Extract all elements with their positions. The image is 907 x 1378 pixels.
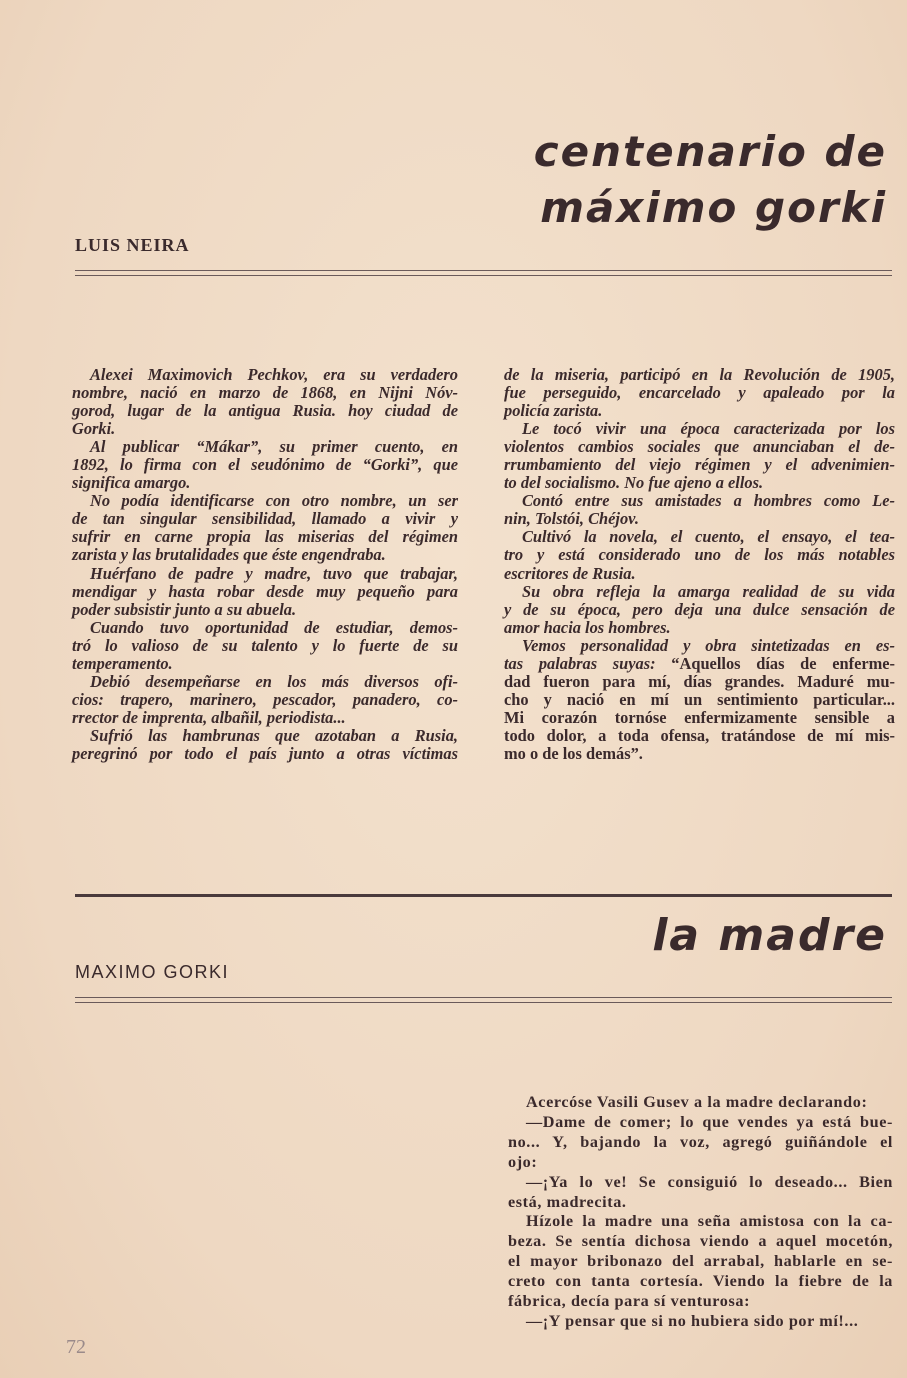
text-line [504, 366, 895, 384]
text-segment: poder subsistir junto a su abuela. [72, 599, 297, 619]
text-line [508, 1153, 893, 1173]
text-segment: zarista y las brutalidades que éste engendraba. [72, 545, 386, 565]
text-segment: está, madrecita. [508, 1192, 627, 1211]
text-segment: de la miseria, participó en la Revolución de 1905, [504, 365, 895, 384]
text-segment: rrector de imprenta, albañil, periodista... [72, 707, 346, 727]
text-segment: 1892, lo firma con el seudónimo de “Gorki”, que [72, 455, 458, 475]
text-line [72, 528, 458, 546]
text-segment: creto con tanta cortesía. Viendo la fiebre de la [508, 1272, 893, 1291]
story-author: MAXIMO GORKI [75, 962, 230, 982]
text-line [72, 456, 458, 474]
text-line [508, 1212, 893, 1232]
text-line [504, 583, 895, 601]
text-line [504, 474, 895, 492]
text-line [504, 528, 895, 546]
text-segment: tro y está considerado uno de los más notables [504, 545, 895, 565]
text-segment: rrumbamiento del viejo régimen y el advenimien- [504, 455, 895, 475]
quote-segment: Mi corazón tornóse enfermizamente sensible a [504, 707, 895, 727]
text-segment: de tan singular sensibilidad, llamado a vivir y [72, 509, 458, 529]
text-segment: Le tocó vivir una época caracterizada por los [522, 419, 895, 439]
text-line [508, 1193, 893, 1213]
text-line [72, 691, 458, 709]
text-line [504, 438, 895, 456]
divider [75, 270, 892, 276]
text-segment: fue perseguido, encarcelado y apaleado por la [504, 383, 895, 403]
text-segment: cios: trapero, marinero, pescador, panadero, co- [72, 689, 458, 709]
text-segment: —Dame de comer; lo que vendes ya está bue- [526, 1112, 893, 1131]
text-segment: ojo: [508, 1152, 538, 1171]
text-segment: Contó entre sus amistades a hombres como Le- [522, 491, 895, 511]
text-segment: violentos cambios sociales que anunciaban el de- [504, 437, 895, 457]
text-line [72, 510, 458, 528]
text-line [504, 546, 895, 564]
text-segment: Vemos personalidad y obra sintetizadas en es- [522, 635, 895, 655]
text-line [504, 745, 895, 763]
text-segment: No podía identificarse con otro nombre, un ser [90, 491, 458, 511]
text-line [508, 1173, 893, 1193]
text-line [504, 727, 895, 745]
text-line [504, 420, 895, 438]
text-segment: nombre, nació en marzo de 1868, en Nijni Nóv- [72, 383, 458, 403]
text-line [72, 637, 458, 655]
quote-segment: cho y nació en mí un sentimiento particular... [504, 689, 895, 709]
text-line [504, 637, 895, 655]
text-segment: Acercóse Vasili Gusev a la madre declarando: [526, 1093, 868, 1111]
text-line [72, 384, 458, 402]
text-line [72, 492, 458, 510]
text-line [72, 583, 458, 601]
text-segment: gorod, lugar de la antigua Rusia. hoy ciudad de [72, 401, 458, 421]
text-line [508, 1133, 893, 1153]
text-line [72, 709, 458, 727]
text-segment: Alexei Maximovich Pechkov, era su verdadero [90, 365, 458, 384]
text-segment: Cuando tuvo oportunidad de estudiar, demos- [90, 617, 458, 637]
text-line [72, 745, 458, 763]
text-line [504, 565, 895, 583]
text-segment: Debió desempeñarse en los más diversos ofi- [90, 671, 458, 691]
divider [75, 997, 892, 1003]
text-segment: sufrir en carne propia las miserias del régimen [72, 527, 458, 547]
text-line [504, 384, 895, 402]
text-line [504, 402, 895, 420]
text-segment: significa amargo. [72, 473, 191, 493]
text-line [508, 1252, 893, 1272]
section-divider [75, 894, 892, 897]
right-column [504, 366, 895, 763]
text-segment: escritores de Rusia. [504, 563, 636, 583]
text-segment: Cultivó la novela, el cuento, el ensayo, el tea- [522, 527, 895, 547]
text-segment: fábrica, decía para sí venturosa: [508, 1292, 751, 1311]
text-line [72, 619, 458, 637]
title-line-2: máximo gorki [540, 183, 887, 232]
text-segment: no... Y, bajando la voz, agregó guiñándole el [508, 1132, 893, 1151]
text-line [72, 420, 458, 438]
text-line [72, 546, 458, 564]
text-line [508, 1292, 893, 1312]
text-segment: peregrinó por todo el país junto a otras víctimas [72, 743, 458, 763]
text-segment: y de su época, pero deja una dulce sensación de [504, 599, 895, 619]
text-line [72, 655, 458, 673]
text-segment: beza. Se sentía dichosa viendo a aquel mocetón, [508, 1232, 893, 1251]
text-segment: tró lo valioso de su talento y lo fuerte de su [72, 635, 458, 655]
article-title [534, 126, 887, 234]
text-line [504, 601, 895, 619]
text-line [504, 619, 895, 637]
text-segment: temperamento. [72, 653, 173, 673]
text-line [504, 673, 895, 691]
story-column [508, 1093, 893, 1332]
title-line-1: centenario de [533, 127, 887, 176]
text-segment: Al publicar “Mákar”, su primer cuento, en [90, 437, 458, 457]
quote-segment: dad fueron para mí, días grandes. Maduré mu- [504, 671, 895, 691]
text-line [72, 601, 458, 619]
text-line [72, 673, 458, 691]
text-line [508, 1272, 893, 1292]
text-line [504, 709, 895, 727]
text-segment: tas palabras suyas: [504, 653, 656, 673]
text-line [72, 474, 458, 492]
text-line [508, 1093, 893, 1113]
text-segment: el mayor bribonazo del arrabal, hablarle en se- [508, 1252, 893, 1271]
text-segment: —¡Ya lo ve! Se consiguió lo deseado... Bien [526, 1172, 893, 1191]
text-segment: Sufrió las hambrunas que azotaban a Rusia, [90, 725, 458, 745]
text-line [72, 727, 458, 745]
quote-segment: mo o de los demás”. [504, 743, 643, 763]
text-segment: —¡Y pensar que si no hubiera sido por mí!... [526, 1311, 859, 1330]
text-line [504, 456, 895, 474]
text-line [508, 1232, 893, 1252]
quote-segment: “Aquellos días de enferme- [655, 653, 896, 673]
text-line [508, 1113, 893, 1133]
text-line [504, 492, 895, 510]
text-segment: to del socialismo. No fue ajeno a ellos. [504, 473, 764, 493]
text-segment: Gorki. [72, 419, 116, 439]
left-column [72, 366, 458, 763]
text-segment: amor hacia los hombres. [504, 617, 671, 637]
text-segment: nin, Tolstói, Chéjov. [504, 509, 639, 529]
text-line [504, 655, 895, 673]
text-line [72, 402, 458, 420]
text-line [508, 1312, 893, 1332]
text-line [72, 366, 458, 384]
text-line [504, 510, 895, 528]
quote-segment: todo dolor, a toda ofensa, tratándose de mí mis- [504, 725, 895, 745]
text-segment: mendigar y hasta robar desde muy pequeño para [72, 581, 458, 601]
text-segment: Su obra refleja la amarga realidad de su vida [522, 581, 895, 601]
text-line [72, 438, 458, 456]
article-author: LUIS NEIRA [75, 235, 190, 255]
page-number: 72 [66, 1336, 86, 1358]
text-segment: Huérfano de padre y madre, tuvo que trabajar, [90, 563, 458, 583]
story-title: la madre [652, 910, 887, 961]
text-line [504, 691, 895, 709]
text-line [72, 565, 458, 583]
text-segment: policía zarista. [504, 401, 603, 421]
text-segment: Hízole la madre una seña amistosa con la ca- [526, 1212, 893, 1231]
